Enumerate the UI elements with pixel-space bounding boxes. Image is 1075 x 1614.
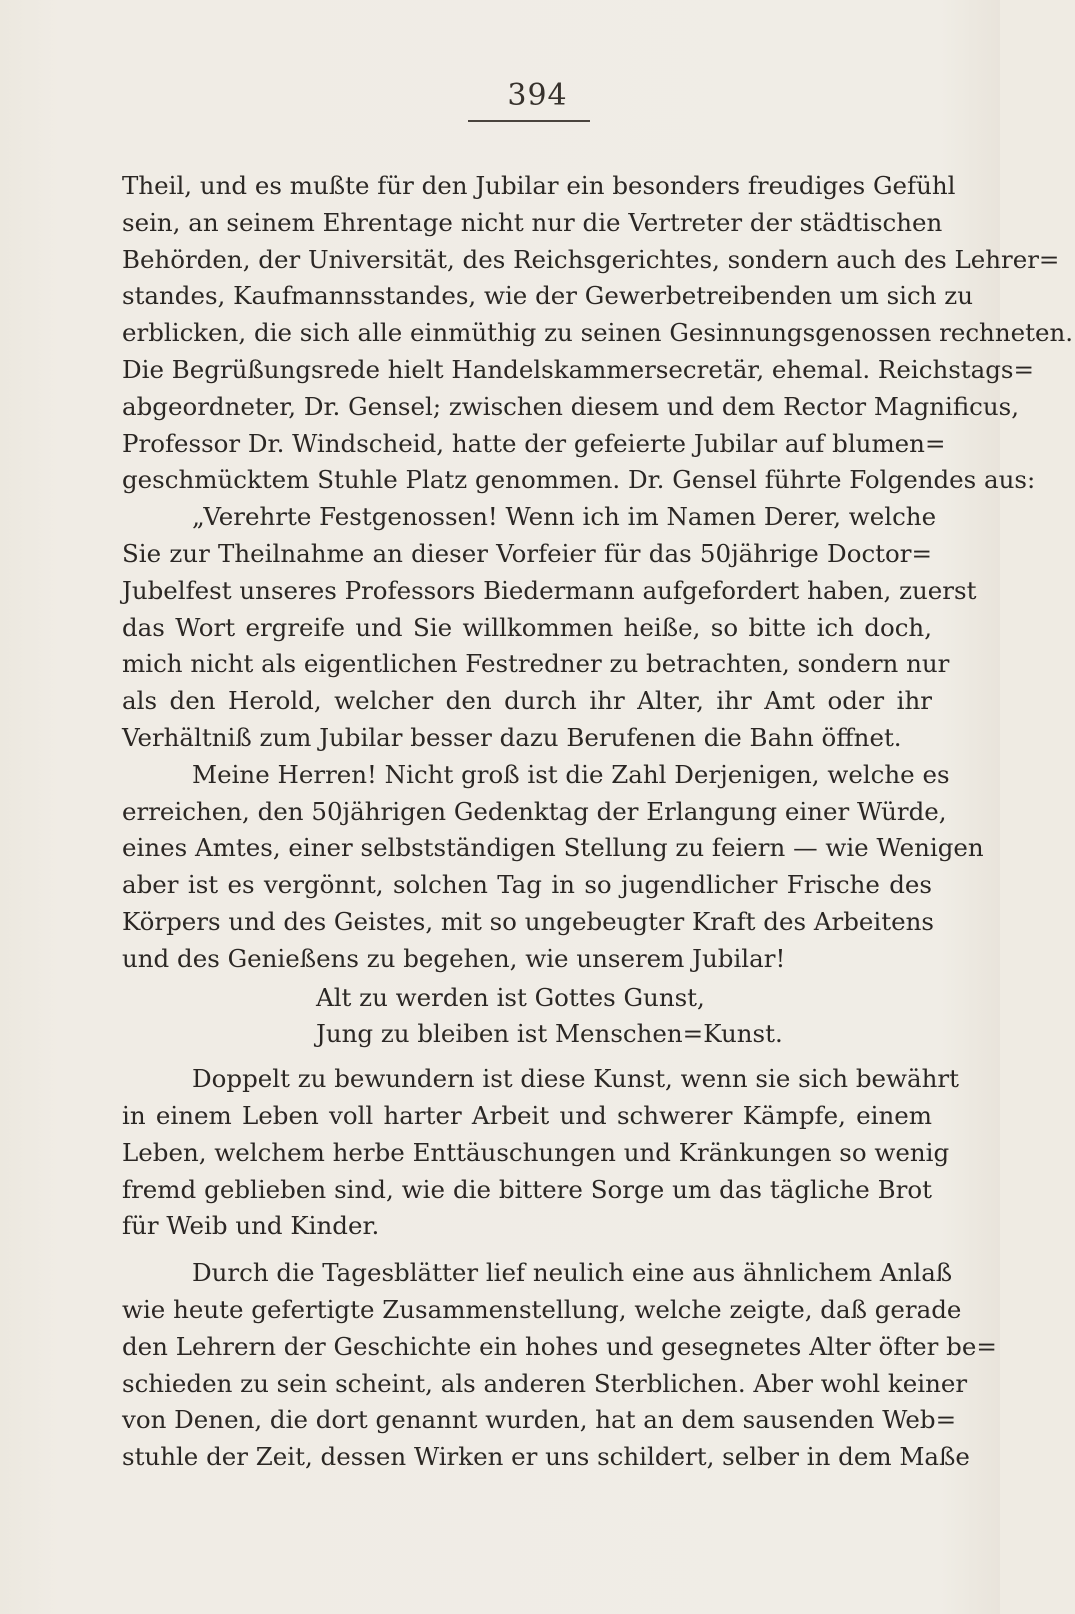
text-line: Leben, welchem herbe Enttäuschungen und Kränkungen so wenig <box>122 1137 950 1167</box>
text-line: als den Herold, welcher den durch ihr Alter, ihr Amt oder ihr <box>122 686 932 716</box>
paragraph-1 <box>122 168 1074 499</box>
text-line: erblicken, die sich alle einmüthig zu seinen Gesinnungsgenossen rechneten. <box>122 318 1074 348</box>
text-line: sein, an seinem Ehrentage nicht nur die Vertreter der städtischen <box>122 207 943 237</box>
text-line: das Wort ergreife und Sie willkommen heiße, so bitte ich doch, <box>122 612 932 642</box>
text-line: standes, Kaufmannsstandes, wie der Gewerbetreibenden um sich zu <box>122 281 973 311</box>
text-line: Behörden, der Universität, des Reichsgerichtes, sondern auch des Lehrer= <box>122 244 1060 274</box>
paragraph-3 <box>122 757 984 978</box>
text-line: für Weib und Kinder. <box>122 1211 380 1241</box>
text-line: Verhältniß zum Jubilar besser dazu Berufenen die Bahn öffnet. <box>122 722 902 752</box>
verse <box>122 980 932 1054</box>
paragraph-gap <box>122 1245 932 1255</box>
text-line: Die Begrüßungsrede hielt Handelskammersecretär, ehemal. Reichstags= <box>122 354 1035 384</box>
paragraph-5 <box>122 1061 959 1245</box>
text-line: von Denen, die dort genannt wurden, hat an dem sausenden Web= <box>122 1405 957 1435</box>
text-line: abgeordneter, Dr. Gensel; zwischen diesem und dem Rector Magnificus, <box>122 391 1020 421</box>
text-line: und des Genießens zu begehen, wie unserem Jubilar! <box>122 943 786 973</box>
paragraph-6 <box>122 1255 997 1476</box>
text-line: den Lehrern der Geschichte ein hohes und gesegnetes Alter öfter be= <box>122 1331 997 1361</box>
text-line: aber ist es vergönnt, solchen Tag in so jugendlicher Frische des <box>122 870 932 900</box>
text-line: Doppelt zu bewundern ist diese Kunst, wenn sie sich bewährt <box>192 1064 959 1094</box>
page-number: 394 <box>507 78 568 113</box>
text-line: Theil, und es mußte für den Jubilar ein besonders freudiges Gefühl <box>122 171 956 200</box>
text-line: stuhle der Zeit, dessen Wirken er uns schildert, selber in dem Maße <box>122 1442 970 1472</box>
text-line: „Verehrte Festgenossen! Wenn ich im Namen Derer, welche <box>192 502 937 532</box>
text-line: eines Amtes, einer selbstständigen Stellung zu feiern — wie Wenigen <box>122 833 984 863</box>
text-line: erreichen, den 50jährigen Gedenktag der Erlangung einer Würde, <box>122 796 947 826</box>
text-line: Durch die Tagesblätter lief neulich eine aus ähnlichem Anlaß <box>192 1258 953 1288</box>
text-line: mich nicht als eigentlichen Festredner zu betrachten, sondern nur <box>122 649 950 679</box>
paragraph-2 <box>122 499 977 757</box>
text-line: wie heute gefertigte Zusammenstellung, welche zeigte, daß gerade <box>122 1294 962 1324</box>
text-line: Sie zur Theilnahme an dieser Vorfeier für das 50jährige Doctor= <box>122 538 932 568</box>
verse-line: Jung zu bleiben ist Menschen=Kunst. <box>316 1019 783 1049</box>
text-line: Körpers und des Geistes, mit so ungebeugter Kraft des Arbeitens <box>122 906 934 936</box>
text-line: in einem Leben voll harter Arbeit und schwerer Kämpfe, einem <box>122 1100 932 1130</box>
text-line: geschmücktem Stuhle Platz genommen. Dr. Gensel führte Folgendes aus: <box>122 465 1036 495</box>
text-line: fremd geblieben sind, wie die bittere Sorge um das tägliche Brot <box>122 1174 932 1204</box>
text-line: Professor Dr. Windscheid, hatte der gefeierte Jubilar auf blumen= <box>122 428 946 458</box>
verse-line: Alt zu werden ist Gottes Gunst, <box>316 982 705 1012</box>
text-line: Meine Herren! Nicht groß ist die Zahl Derjenigen, welche es <box>192 759 950 789</box>
body-text <box>122 168 1074 1476</box>
header-rule <box>468 120 590 122</box>
text-line: schieden zu sein scheint, als anderen Sterblichen. Aber wohl keiner <box>122 1368 968 1398</box>
text-line: Jubelfest unseres Professors Biedermann aufgefordert haben, zuerst <box>122 575 977 605</box>
